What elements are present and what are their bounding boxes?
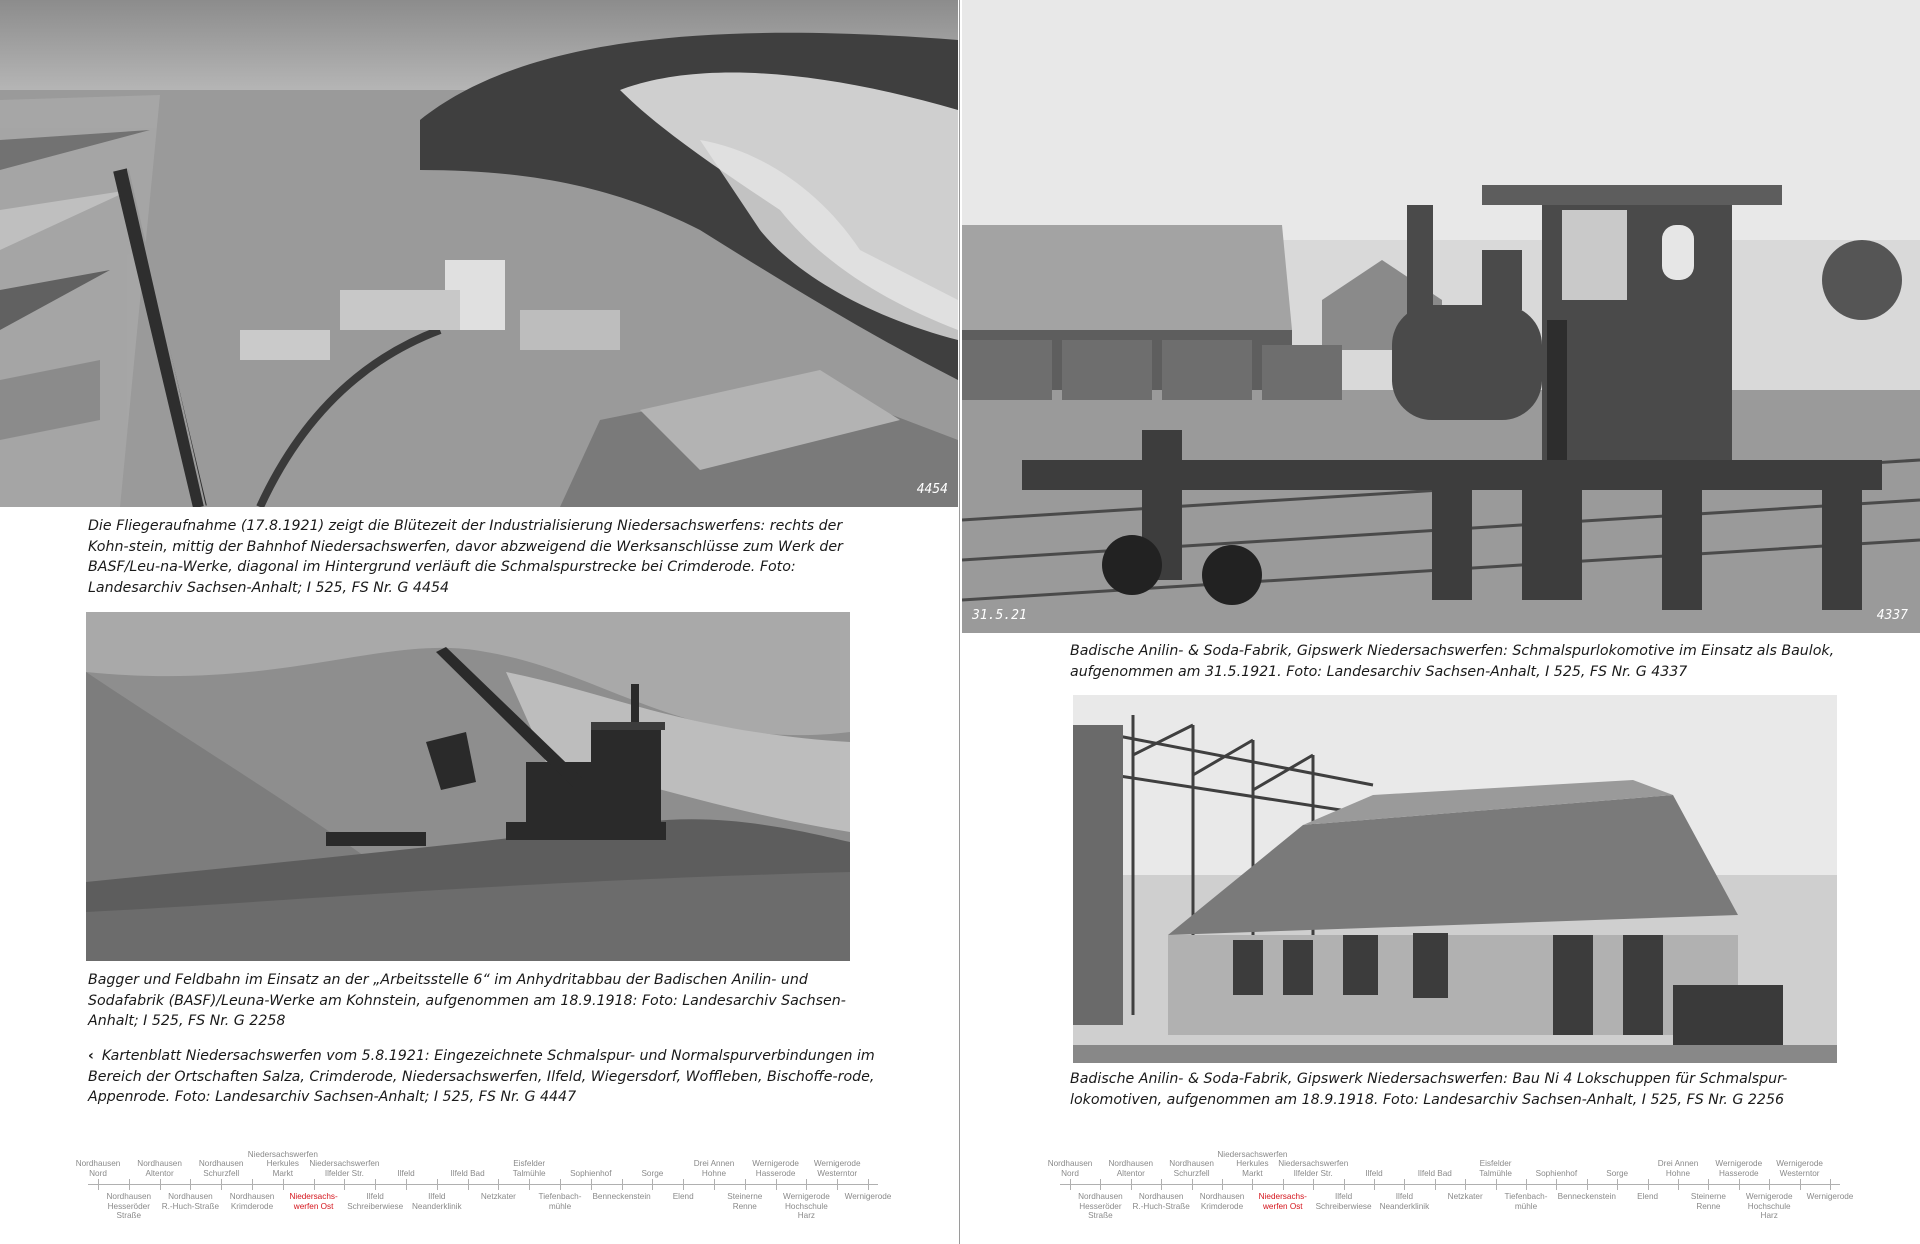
station-label: Nordhausen Hesseröder Straße — [106, 1192, 152, 1220]
caption-excavator: Bagger und Feldbahn im Einsatz an der „Arbeitsstelle 6“ im Anhydritabbau der Badischen Anilin- und Sodafabrik (BASF)/Leuna-Werke am Kohnstein, aufgenommen am 18.9.1918: Foto: Landesarchiv Sachsen-Anhalt; I 525, FS Nr. G 2258 — [88, 972, 846, 1029]
station-tick — [745, 1179, 746, 1190]
station-label: Steinerne Renne — [727, 1192, 763, 1211]
excavator-photo — [86, 612, 850, 961]
station-label: Netzkater — [480, 1192, 516, 1201]
station-label: Wernigerode — [844, 1192, 892, 1201]
station-tick — [683, 1179, 684, 1190]
aerial-plate-number: 4454 — [916, 482, 948, 497]
station-label: Elend — [672, 1192, 694, 1201]
station-label: Nordhausen Hesseröder Straße — [1078, 1192, 1123, 1220]
station-tick — [406, 1179, 407, 1190]
station-tick — [622, 1179, 623, 1190]
station-label: Sophienhof — [1535, 1168, 1578, 1178]
station-label: Nordhausen Krimderode — [1199, 1192, 1245, 1211]
station-label: Eisfelder Talmühle — [1479, 1159, 1512, 1178]
station-label: Wernigerode Hasserode — [752, 1159, 799, 1178]
station-label: Nordhausen R.-Huch-Straße — [161, 1192, 220, 1211]
station-label: Ilfeld Neanderklinik — [1379, 1192, 1430, 1211]
loco-plate-number: 4337 — [1876, 608, 1908, 623]
station-tick — [1678, 1179, 1679, 1190]
station-tick — [1131, 1179, 1132, 1190]
station-tick — [1617, 1179, 1618, 1190]
station-label: Eisfelder Talmühle — [512, 1159, 546, 1178]
station-label: Ilfeld Schreiberwiese — [347, 1192, 404, 1211]
station-tick — [129, 1179, 130, 1190]
station-tick — [1435, 1179, 1436, 1190]
station-label: Wernigerode Hasserode — [1715, 1159, 1763, 1178]
station-label: Steinerne Renne — [1690, 1192, 1726, 1211]
station-tick — [560, 1179, 561, 1190]
station-tick — [1374, 1179, 1375, 1190]
loco-date-mark: 31.5.21 — [972, 608, 1027, 623]
station-label: Niedersachswerfen Herkules Markt — [1217, 1149, 1288, 1178]
station-label: Wernigerode Hochschule Harz — [783, 1192, 830, 1220]
station-tick — [652, 1179, 653, 1190]
station-tick — [252, 1179, 253, 1190]
station-label: Nordhausen Schurzfell — [198, 1159, 244, 1178]
station-tick — [776, 1179, 777, 1190]
station-label: Wernigerode Hochschule Harz — [1745, 1192, 1793, 1220]
station-label: Nordhausen Schurzfell — [1169, 1159, 1214, 1178]
caption-locomotive: Badische Anilin- & Soda-Fabrik, Gipswerk Niedersachswerfen: Schmalspurlokomotive im Einsatz als Baulok, aufgenommen am 31.5.1921. Foto: Landesarchiv Sachsen-Anhalt, I 525, FS Nr. G 4337 — [1070, 643, 1835, 680]
station-tick — [529, 1179, 530, 1190]
station-label: Drei Annen Hohne — [1657, 1159, 1699, 1178]
station-tick — [1587, 1179, 1588, 1190]
station-label: Ilfeld — [397, 1168, 415, 1178]
caption-map — [88, 1046, 878, 1108]
station-label: Niedersachs- werfen Ost — [1258, 1192, 1307, 1211]
station-tick — [1344, 1179, 1345, 1190]
station-label: Sorge — [1606, 1168, 1629, 1178]
station-label: Ilfeld Bad — [450, 1168, 485, 1178]
station-label: Tiefenbach- mühle — [538, 1192, 582, 1211]
page-gutter — [959, 0, 960, 1244]
station-tick — [314, 1179, 315, 1190]
station-label: Elend — [1637, 1192, 1659, 1201]
station-tick — [1739, 1179, 1740, 1190]
station-tick — [1252, 1179, 1253, 1190]
aerial-photo — [0, 0, 958, 507]
station-tick — [1800, 1179, 1801, 1190]
station-tick — [1100, 1179, 1101, 1190]
station-label: Netzkater — [1447, 1192, 1483, 1201]
station-tick — [437, 1179, 438, 1190]
station-label: Niedersachswerfen Herkules Markt — [247, 1149, 318, 1178]
station-label: Sorge — [641, 1168, 664, 1178]
station-tick — [1070, 1179, 1071, 1190]
station-tick — [468, 1179, 469, 1190]
station-tick — [1161, 1179, 1162, 1190]
station-tick — [1769, 1179, 1770, 1190]
station-tick — [221, 1179, 222, 1190]
station-label: Niedersachswerfen Ilfelder Str. — [1278, 1159, 1349, 1178]
caption-aerial: Die Fliegeraufnahme (17.8.1921) zeigt die Blütezeit der Industrialisierung Niedersachswerfens: rechts der Kohn-stein, mittig der Bahnhof Niedersachswerfen, davor abzweigend die Werksanschlüsse zum Werk der BASF/Leu-na-Werke, diagonal im Hintergrund verläuft die Schmalspurstrecke bei Crimderode. Foto: Landesarchiv Sachsen-Anhalt; I 525, FS Nr. G 4454 — [88, 518, 843, 596]
station-label: Ilfeld Bad — [1417, 1168, 1452, 1178]
station-tick — [190, 1179, 191, 1190]
station-tick — [714, 1179, 715, 1190]
caption-map-text: Kartenblatt Niedersachswerfen vom 5.8.1921: Eingezeichnete Schmalspur- und Normalspurverbindungen im Bereich der Ortschaften Salza, Crimderode, Niedersachswerfen, Ilfeld, Wiegersdorf, Woffleben, Bischoffe-rode, Appenrode. Foto: Landesarchiv Sachsen-Anhalt; I 525, FS Nr. G 4447 — [88, 1048, 875, 1105]
station-tick — [591, 1179, 592, 1190]
station-tick — [1708, 1179, 1709, 1190]
station-label: Niedersachswerfen Ilfelder Str. — [309, 1159, 380, 1178]
station-label: Ilfeld — [1365, 1168, 1383, 1178]
station-tick — [1465, 1179, 1466, 1190]
station-tick — [375, 1179, 376, 1190]
station-tick — [344, 1179, 345, 1190]
station-label: Ilfeld Schreiberwiese — [1315, 1192, 1372, 1211]
station-tick — [160, 1179, 161, 1190]
station-label: Nordhausen Nord — [75, 1159, 121, 1178]
arrow-left-icon: ‹ — [88, 1048, 94, 1064]
station-tick — [837, 1179, 838, 1190]
station-label: Nordhausen R.-Huch-Straße — [1132, 1192, 1190, 1211]
station-label: Sophienhof — [570, 1168, 612, 1178]
route-line-left — [75, 1144, 892, 1234]
route-line — [88, 1184, 878, 1185]
route-line-right — [1047, 1144, 1854, 1234]
station-label: Nordhausen Altentor — [137, 1159, 182, 1178]
station-tick — [98, 1179, 99, 1190]
station-tick — [498, 1179, 499, 1190]
station-tick — [1404, 1179, 1405, 1190]
station-tick — [1648, 1179, 1649, 1190]
station-tick — [1496, 1179, 1497, 1190]
station-label: Benneckenstein — [592, 1192, 651, 1201]
station-tick — [868, 1179, 869, 1190]
station-label: Tiefenbach- mühle — [1504, 1192, 1548, 1211]
station-tick — [806, 1179, 807, 1190]
station-tick — [1313, 1179, 1314, 1190]
locomotive-photo — [962, 0, 1920, 633]
station-label: Nordhausen Krimderode — [229, 1192, 275, 1211]
station-label: Wernigerode Westerntor — [813, 1159, 861, 1178]
station-label: Benneckenstein — [1557, 1192, 1616, 1201]
station-label: Drei Annen Hohne — [693, 1159, 735, 1178]
station-label: Nordhausen Nord — [1047, 1159, 1093, 1178]
station-tick — [1526, 1179, 1527, 1190]
station-label: Wernigerode — [1806, 1192, 1854, 1201]
station-tick — [1830, 1179, 1831, 1190]
station-label: Ilfeld Neanderklinik — [411, 1192, 462, 1211]
engine-shed-photo — [1073, 695, 1837, 1063]
station-label: Wernigerode Westerntor — [1776, 1159, 1823, 1178]
station-label: Nordhausen Altentor — [1108, 1159, 1154, 1178]
station-tick — [1556, 1179, 1557, 1190]
route-line — [1060, 1184, 1840, 1185]
station-tick — [1283, 1179, 1284, 1190]
station-tick — [283, 1179, 284, 1190]
caption-engine-shed: Badische Anilin- & Soda-Fabrik, Gipswerk Niedersachswerfen: Bau Ni 4 Lokschuppen für Schmalspur-lokomotiven, aufgenommen am 18.9.1918. Foto: Landesarchiv Sachsen-Anhalt, I 525, FS Nr. G 2256 — [1070, 1071, 1788, 1108]
station-tick — [1222, 1179, 1223, 1190]
station-label: Niedersachs- werfen Ost — [289, 1192, 338, 1211]
station-tick — [1192, 1179, 1193, 1190]
